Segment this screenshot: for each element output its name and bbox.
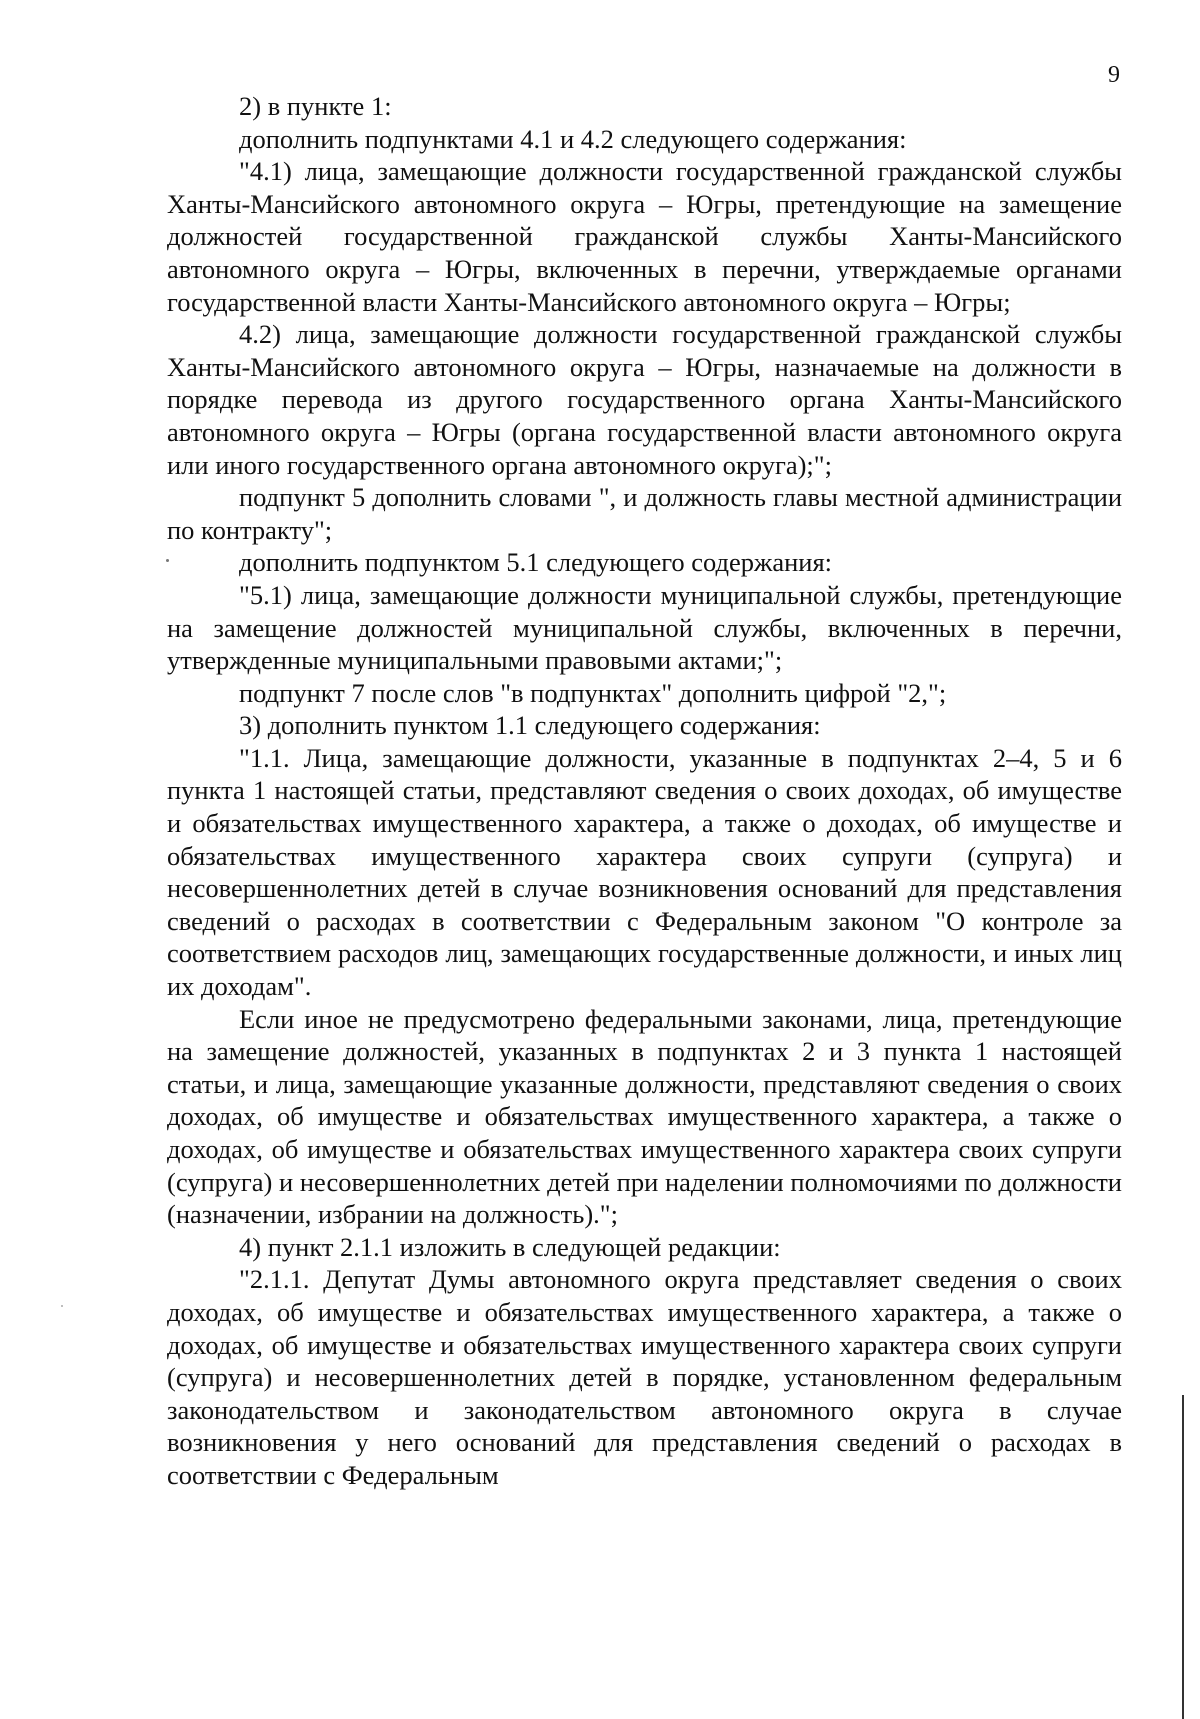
paragraph-subitem-7-amend: подпункт 7 после слов "в подпунктах" дополнить цифрой "2,"; bbox=[239, 677, 947, 708]
paragraph-unless-otherwise: Если иное не предусмотрено федеральными законами, лица, претендующие на замещение должностей, указанных в подпунктах 2 и 3 пункта 1 настоящей статьи, и лица, замещающие указанные должности, представляют сведения о своих доходах, об имуществе и обязательствах имущественного характера, а также о доходах, об имуществе и обязательствах имущественного характера своих супруги (супруга) и несовершеннолетних детей при наделении полномочиями по должности (назначении, избрании на должность)."; bbox=[167, 1003, 1122, 1230]
paragraph-supplement-4-1-4-2: дополнить подпунктами 4.1 и 4.2 следующего содержания: bbox=[239, 123, 907, 154]
paragraph-subitem-5-amend: подпункт 5 дополнить словами ", и должность главы местной администрации по контракту"; bbox=[167, 482, 1122, 545]
scan-speck bbox=[61, 1305, 63, 1307]
paragraph-item-3-header: 3) дополнить пунктом 1.1 следующего содержания: bbox=[239, 710, 821, 741]
paragraph-supplement-5-1: дополнить подпунктом 5.1 следующего содержания: bbox=[239, 547, 833, 578]
paragraph-item-2-header: 2) в пункте 1: bbox=[239, 91, 392, 121]
scan-speck bbox=[166, 559, 169, 562]
paragraph-subitem-4-2: 4.2) лица, замещающие должности государственной гражданской службы Ханты-Мансийского автономного округа – Югры, назначаемые на должности в порядке перевода из другого государственного органа Ханты-Мансийского автономного округа – Югры (органа государственной власти автономного округа или иного государственного органа автономного округа);"; bbox=[167, 319, 1122, 480]
paragraph-point-1-1: "1.1. Лица, замещающие должности, указанные в подпунктах 2–4, 5 и 6 пункта 1 настоящей статьи, представляют сведения о своих доходах, об имуществе и обязательствах имущественного характера, а также о доходах, об имуществе и обязательствах имущественного характера своих супруги (супруга) и несовершеннолетних детей в случае возникновения оснований для представления сведений о расходах в соответствии с Федеральным законом "О контроле за соответствием расходов лиц, замещающих государственные должности, и иных лиц их доходам". bbox=[167, 742, 1122, 1002]
paragraph-subitem-4-1: "4.1) лица, замещающие должности государственной гражданской службы Ханты-Мансийского автономного округа – Югры, претендующие на замещение должностей государственной гражданской службы Ханты-Мансийского автономного округа – Югры, включенных в перечни, утверждаемые органами государственной власти Ханты-Мансийского автономного округа – Югры; bbox=[167, 156, 1122, 317]
paragraph-subitem-5-1: "5.1) лица, замещающие должности муниципальной службы, претендующие на замещение должностей муниципальной службы, включенных в перечни, утвержденные муниципальными правовыми актами;"; bbox=[167, 579, 1122, 676]
scan-edge-line bbox=[1182, 1395, 1184, 1719]
paragraph-item-4-header: 4) пункт 2.1.1 изложить в следующей редакции: bbox=[239, 1231, 781, 1262]
document-body bbox=[167, 90, 1122, 1492]
paragraph-point-2-1-1: "2.1.1. Депутат Думы автономного округа представляет сведения о своих доходах, об имуществе и обязательствах имущественного характера, а также о доходах, об имуществе и обязательствах имущественного характера своих супруги (супруга) и несовершеннолетних детей в порядке, установленном федеральным законодательством и законодательством автономного округа в случае возникновения у него оснований для представления сведений о расходах в соответствии с Федеральным bbox=[167, 1264, 1122, 1490]
page-number: 9 bbox=[1108, 62, 1120, 88]
